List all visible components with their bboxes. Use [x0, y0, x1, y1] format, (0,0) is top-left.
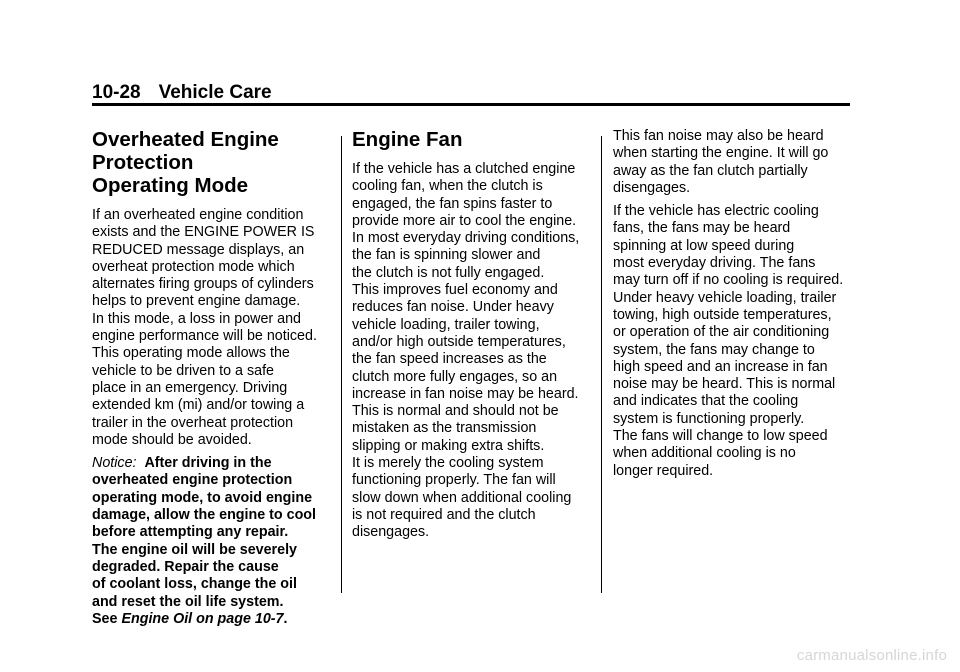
- text-line: spinning at low speed during: [613, 237, 795, 254]
- heading-engine-fan: [352, 128, 597, 151]
- notice-line: before attempting any repair.: [92, 524, 289, 541]
- column-3: [613, 128, 858, 486]
- notice-line: damage, allow the engine to cool: [92, 507, 317, 524]
- text-line: away as the fan clutch partially: [613, 162, 808, 179]
- electric-fans-paragraph: [613, 203, 858, 480]
- page-header: [92, 82, 272, 104]
- text-line: longer required.: [613, 462, 714, 479]
- heading-line: Engine Fan: [352, 128, 463, 151]
- column-divider-2: [601, 136, 602, 593]
- text-line: towing, high outside temperatures,: [613, 306, 832, 323]
- text-line: the clutch is not fully engaged.: [352, 264, 545, 281]
- text-line: high speed and an increase in fan: [613, 358, 828, 375]
- text-line: engine performance will be noticed.: [92, 328, 317, 345]
- column-2: [352, 128, 597, 548]
- text-line: reduces fan noise. Under heavy: [352, 299, 554, 316]
- text-line: trailer in the overheat protection: [92, 414, 294, 431]
- text-line: In most everyday driving conditions,: [352, 230, 580, 247]
- text-line: This improves fuel economy and: [352, 282, 558, 299]
- column-1: [92, 128, 337, 634]
- text-line: The fans will change to low speed: [613, 428, 828, 445]
- notice-line: and reset the oil life system.: [92, 593, 284, 610]
- text-line: This operating mode allows the: [92, 345, 290, 362]
- text-line: extended km (mi) and/or towing a: [92, 397, 305, 414]
- notice-block: [92, 455, 337, 628]
- page-number: 10-28: [92, 82, 141, 103]
- watermark: carmanualsonline.info: [796, 647, 947, 664]
- heading-line: Overheated Engine: [92, 128, 279, 151]
- notice-line: operating mode, to avoid engine: [92, 489, 313, 506]
- text-line: disengages.: [613, 179, 691, 196]
- text-line: alternates firing groups of cylinders: [92, 276, 314, 293]
- text-line: system is functioning properly.: [613, 410, 805, 427]
- heading-overheated-engine-protection: [92, 128, 337, 197]
- notice-line: The engine oil will be severely: [92, 541, 297, 558]
- overheat-mode-paragraph: [92, 207, 337, 449]
- text-line: fans, the fans may be heard: [613, 220, 791, 237]
- see-label: See: [92, 610, 118, 627]
- text-line: vehicle to be driven to a safe: [92, 362, 274, 379]
- header-rule: [92, 103, 850, 106]
- text-line: increase in fan noise may be heard.: [352, 385, 579, 402]
- text-line: when starting the engine. It will go: [613, 145, 829, 162]
- column-divider-1: [341, 136, 342, 593]
- text-line: overheat protection mode which: [92, 258, 295, 275]
- heading-line: Protection: [92, 151, 194, 174]
- text-line: functioning properly. The fan will: [352, 472, 556, 489]
- text-line: clutch more fully engages, so an: [352, 368, 558, 385]
- text-line: when additional cooling is no: [613, 445, 796, 462]
- text-line: helps to prevent engine damage.: [92, 293, 301, 310]
- text-line: place in an emergency. Driving: [92, 379, 288, 396]
- text-line: provide more air to cool the engine.: [352, 212, 577, 229]
- text-line: This is normal and should not be: [352, 403, 559, 420]
- notice-line: of coolant loss, change the oil: [92, 576, 297, 593]
- text-line: It is merely the cooling system: [352, 455, 544, 472]
- text-line: If an overheated engine condition: [92, 207, 304, 223]
- text-line: slipping or making extra shifts.: [352, 437, 545, 454]
- see-reference-line: [92, 611, 337, 628]
- text-line: mistaken as the transmission: [352, 420, 537, 437]
- section-title: Vehicle Care: [158, 82, 272, 103]
- notice-line: overheated engine protection: [92, 472, 293, 489]
- text-line: This fan noise may also be heard: [613, 128, 824, 144]
- engine-oil-reference-link[interactable]: Engine Oil on page 10-7: [121, 610, 284, 627]
- engine-fan-paragraph: [352, 161, 597, 542]
- text-line: If the vehicle has electric cooling: [613, 203, 819, 220]
- see-end: .: [283, 610, 288, 627]
- text-line: If the vehicle has a clutched engine: [352, 161, 576, 177]
- notice-label: Notice:: [92, 455, 137, 472]
- text-line: mode should be avoided.: [92, 431, 252, 448]
- fan-noise-paragraph: [613, 128, 858, 197]
- text-line: engaged, the fan spins faster to: [352, 195, 553, 212]
- text-line: vehicle loading, trailer towing,: [352, 316, 540, 333]
- text-line: or operation of the air conditioning: [613, 324, 830, 341]
- text-line: and/or high outside temperatures,: [352, 333, 566, 350]
- text-line: the fan is spinning slower and: [352, 247, 541, 264]
- notice-line: degraded. Repair the cause: [92, 558, 279, 575]
- text-line: REDUCED message displays, an: [92, 241, 305, 258]
- text-line: Under heavy vehicle loading, trailer: [613, 289, 837, 306]
- text-line: is not required and the clutch: [352, 506, 536, 523]
- text-line: In this mode, a loss in power and: [92, 310, 302, 327]
- text-line: most everyday driving. The fans: [613, 255, 816, 272]
- text-line: exists and the ENGINE POWER IS: [92, 224, 315, 241]
- notice-first-line: [92, 455, 337, 472]
- text-line: disengages.: [352, 524, 430, 541]
- text-line: may turn off if no cooling is required.: [613, 272, 844, 289]
- heading-line: Operating Mode: [92, 174, 249, 197]
- notice-text: After driving in the: [144, 455, 272, 472]
- text-line: noise may be heard. This is normal: [613, 376, 836, 393]
- text-line: cooling fan, when the clutch is: [352, 178, 543, 195]
- text-line: slow down when additional cooling: [352, 489, 572, 506]
- text-line: and indicates that the cooling: [613, 393, 799, 410]
- text-line: the fan speed increases as the: [352, 351, 547, 368]
- text-line: system, the fans may change to: [613, 341, 815, 358]
